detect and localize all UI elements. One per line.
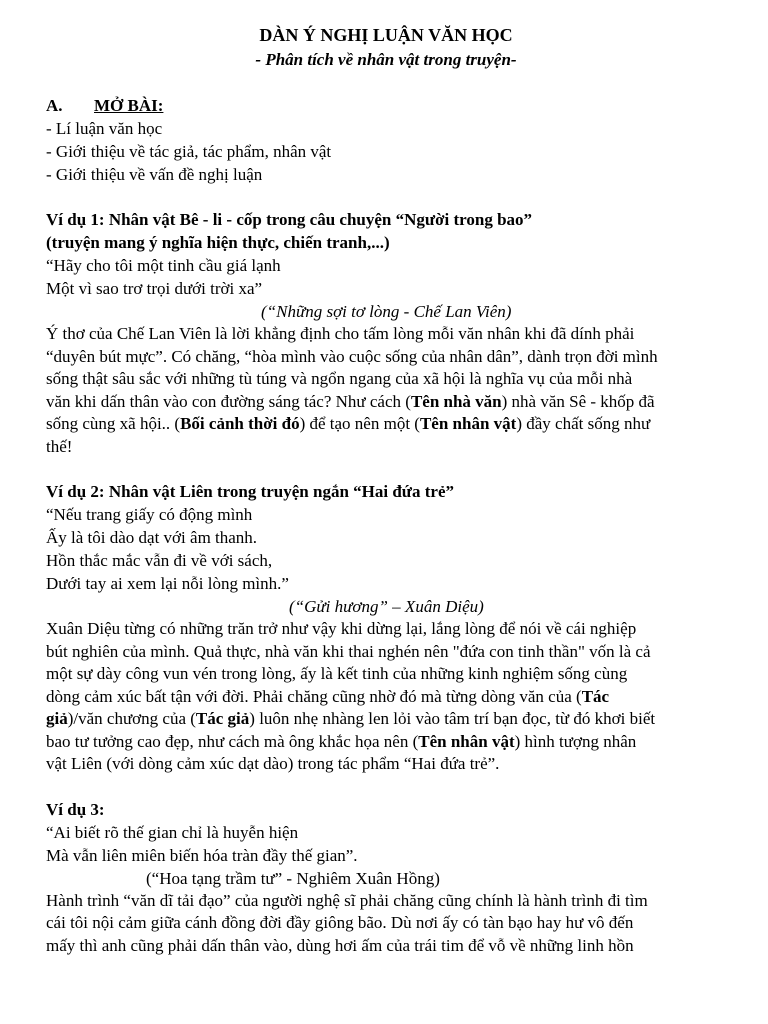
placeholder-author: Tác giả — [195, 709, 250, 728]
document-subtitle: - Phân tích về nhân vật trong truyện- — [255, 50, 517, 69]
text-run: ) nhà văn Sê - khốp đã — [501, 391, 655, 411]
placeholder-character: Tên nhân vật — [419, 414, 517, 433]
paragraph-line — [46, 731, 726, 754]
poem-line: “Nếu trang giấy có động mình — [46, 505, 253, 524]
list-item: - Giới thiệu về vấn đề nghị luận — [46, 165, 263, 184]
example-1-note: (truyện mang ý nghĩa hiện thực, chiến tranh,...) — [46, 233, 390, 252]
section-a-label: MỞ BÀI: — [94, 96, 164, 115]
section-a-heading — [46, 94, 726, 117]
text-run: ) để tạo nên một ( — [299, 414, 420, 433]
paragraph-line: một sự dày công vun vén trong lòng, ấy là kết tinh của những kinh nghiệm sống cùng — [46, 664, 628, 683]
placeholder-character: Tên nhân vật — [418, 731, 515, 751]
document-page — [46, 22, 726, 957]
paragraph-line: thế! — [46, 436, 73, 456]
example-2-citation: (“Gửi hương” – Xuân Diệu) — [289, 597, 484, 616]
paragraph-line — [46, 413, 726, 436]
example-2-heading: Ví dụ 2: Nhân vật Liên trong truyện ngắn “Hai đứa trẻ” — [46, 482, 455, 501]
text-run: ) hình tượng nhân — [514, 731, 637, 751]
poem-line: “Ai biết rõ thế gian chỉ là huyễn hiện — [46, 822, 299, 842]
poem-line: Hồn thắc mắc vẫn đi về với sách, — [46, 551, 273, 570]
spacer — [46, 186, 726, 208]
paragraph-line — [46, 391, 726, 414]
paragraph-line: Hành trình “văn dĩ tải đạo” của người nghệ sĩ phải chăng cũng chính là hành trình đi tìm — [46, 890, 648, 910]
text-run: sống cùng xã hội.. ( — [46, 414, 181, 433]
paragraph-line: bút nghiên của mình. Quả thực, nhà văn khi thai nghén nên "đứa con tinh thần" vốn là cả — [46, 641, 651, 661]
paragraph-line: vật Liên (với dòng cảm xúc dạt dào) trong tác phẩm “Hai đứa trẻ”. — [46, 754, 500, 773]
paragraph-line: Ý thơ của Chế Lan Viên là lời khẳng định cho tấm lòng mỗi văn nhân khi đã dính phải — [46, 324, 635, 343]
poem-line: Một vì sao trơ trọi dưới trời xa” — [46, 279, 263, 298]
example-3-citation: (“Hoa tạng trầm tư” - Nghiêm Xuân Hồng) — [146, 868, 440, 888]
example-1-heading: Ví dụ 1: Nhân vật Bê - li - cốp trong câu chuyện “Người trong bao” — [46, 210, 533, 229]
paragraph-line: mấy thì anh cũng phải dấn thân vào, dùng hơi ấm của trái tim để vỗ về những linh hồn — [46, 935, 634, 955]
text-run: )/văn chương của ( — [67, 709, 196, 728]
placeholder-author: Tên nhà văn — [410, 391, 502, 411]
text-run: ) luôn nhẹ nhàng len lỏi vào tâm trí bạn đọc, từ đó khơi biết — [249, 709, 656, 728]
spacer — [46, 458, 726, 480]
section-a-number: A. — [46, 96, 63, 115]
example-3-heading: Ví dụ 3: — [46, 799, 105, 819]
list-item: - Lí luận văn học — [46, 119, 163, 138]
poem-line: Ấy là tôi dào dạt với âm thanh. — [46, 528, 258, 547]
example-3-paragraph — [46, 890, 726, 958]
paragraph-line: cái tôi nội cảm giữa cánh đồng đời đầy giông bão. Dù nơi ấy có tàn bạo hay hư vô đến — [46, 913, 634, 932]
text-run: dòng cảm xúc bất tận với đời. Phải chăng cũng nhờ đó mà từng dòng văn của ( — [46, 686, 582, 706]
poem-line: “Hãy cho tôi một tinh cầu giá lạnh — [46, 256, 281, 275]
example-1-paragraph — [46, 323, 726, 458]
list-item: - Giới thiệu về tác giả, tác phẩm, nhân vật — [46, 142, 332, 161]
paragraph-line: “duyên bút mực”. Có chăng, “hòa mình vào cuộc sống của nhân dân”, dành trọn đời mình — [46, 346, 658, 366]
poem-line: Mà vẫn liên miên biến hóa tràn đầy thế gian”. — [46, 845, 358, 865]
spacer — [46, 72, 726, 94]
paragraph-line — [46, 686, 726, 709]
paragraph-line — [46, 708, 726, 731]
example-1-citation: (“Những sợi tơ lòng - Chế Lan Viên) — [261, 302, 512, 321]
poem-line: Dưới tay ai xem lại nỗi lòng mình.” — [46, 574, 289, 593]
spacer — [46, 776, 726, 798]
text-run: bao tư tưởng cao đẹp, như cách mà ông khắc họa nên ( — [46, 731, 419, 751]
document-title: DÀN Ý NGHỊ LUẬN VĂN HỌC — [259, 25, 513, 45]
placeholder-author: Tác — [581, 686, 610, 706]
paragraph-line: Xuân Diệu từng có những trăn trở như vậy khi dừng lại, lắng lòng để nói về cái nghiệp — [46, 619, 637, 638]
text-run: ) đầy chất sống như — [516, 414, 651, 433]
text-run: văn khi dấn thân vào con đường sáng tác? Như cách ( — [46, 391, 411, 411]
placeholder-context: Bối cảnh thời đó — [180, 414, 300, 433]
paragraph-line: sống thật sâu sắc với những tù túng và ngổn ngang của xã hội là nghĩa vụ của mỗi nhà — [46, 369, 633, 388]
placeholder-author: giả — [46, 709, 68, 728]
example-2-paragraph — [46, 618, 726, 776]
